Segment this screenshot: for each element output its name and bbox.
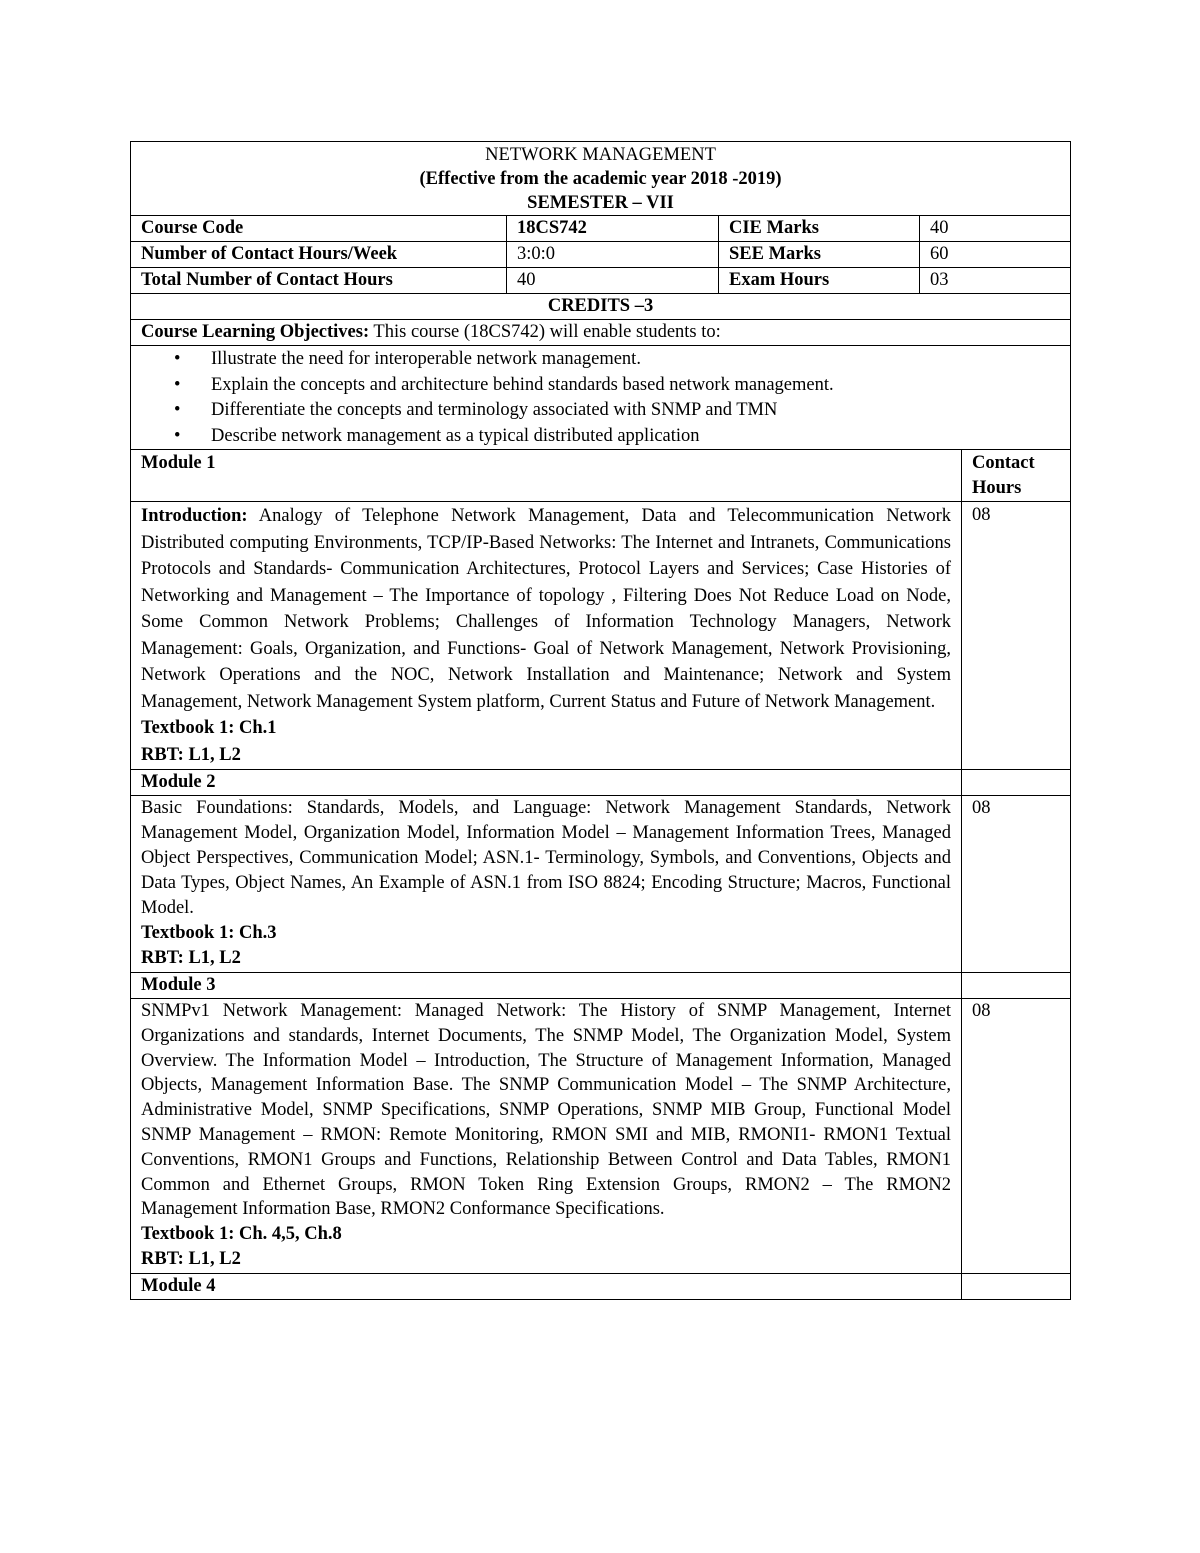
module-hours-header-empty (962, 770, 1071, 796)
module-content-row (131, 502, 1071, 770)
objectives-list-row (131, 346, 1071, 450)
info-value: 3:0:0 (507, 242, 719, 268)
list-item: • Illustrate the need for interoperable network management. (211, 347, 1060, 373)
objectives-label: Course Learning Objectives: (141, 322, 370, 342)
list-item: • Explain the concepts and architecture behind standards based network management. (211, 373, 1060, 399)
module-title: Module 4 (131, 1273, 962, 1299)
syllabus-table (130, 141, 1071, 1300)
info-row (131, 242, 1071, 268)
info-value: 40 (920, 216, 1071, 242)
info-value: 60 (920, 242, 1071, 268)
objectives-list (141, 347, 1060, 449)
contact-hours-header: Contact Hours (962, 450, 1071, 502)
module-content-row (131, 796, 1071, 973)
list-item: • Describe network management as a typical distributed application (211, 424, 1060, 450)
module-textbook: Textbook 1: Ch.1 (141, 718, 277, 738)
module-text: Analogy of Telephone Network Management, Data and Telecommunication Network Distributed computing Environments, TCP/IP-Based Networks: The Internet and Intranets, Communications Protocols and Standards- Communication Architectures, Protocol Layers and Services; Case Histories of Networking and Management – The Importance of topology , Filtering Does Not Reduce Load on Node, Some Common Network Problems; Challenges of Information Technology Managers, Network Management: Goals, Organization, and Functions- Goal of Network Management, Network Provisioning, Network Operations and the NOC, Network Installation and Maintenance; Network and System Management, Network Management System platform, Current Status and Future of Network Management. (141, 506, 951, 712)
effective-year: (Effective from the academic year 2018 -2019) (419, 169, 782, 189)
info-value: 18CS742 (507, 216, 719, 242)
course-title: NETWORK MANAGEMENT (485, 145, 716, 165)
module-header-row (131, 450, 1071, 502)
objectives-list-cell (131, 346, 1071, 450)
module-content (131, 796, 962, 973)
info-label: CIE Marks (719, 216, 920, 242)
module-rbt: RBT: L1, L2 (141, 744, 241, 765)
module-hours: 08 (962, 796, 1071, 973)
credits: CREDITS –3 (131, 294, 1071, 320)
info-label: Number of Contact Hours/Week (131, 242, 507, 268)
module-hours-header-empty (962, 1273, 1071, 1299)
objectives-intro: This course (18CS742) will enable students to: (369, 322, 721, 342)
credits-row (131, 294, 1071, 320)
objectives-row (131, 320, 1071, 346)
module-title: Module 2 (131, 770, 962, 796)
list-item: • Differentiate the concepts and terminology associated with SNMP and TMN (211, 398, 1060, 424)
module-content-row (131, 999, 1071, 1274)
module-textbook: Textbook 1: Ch.3 (141, 923, 277, 943)
info-label: Exam Hours (719, 268, 920, 294)
module-text: Basic Foundations: Standards, Models, and Language: Network Management Standards, Network Management Model, Organization Model, Information Model – Management Information Trees, Managed Object Perspectives, Communication Model; ASN.1- Terminology, Symbols, and Conventions, Objects and Data Types, Object Names, An Example of ASN.1 from ISO 8824; Encoding Structure; Macros, Functional Model. (141, 798, 951, 918)
syllabus-document (130, 141, 1070, 1300)
module-content (131, 502, 962, 770)
info-value: 03 (920, 268, 1071, 294)
info-row (131, 268, 1071, 294)
module-rbt: RBT: L1, L2 (141, 948, 241, 968)
semester: SEMESTER – VII (527, 193, 674, 213)
module-text: SNMPv1 Network Management: Managed Network: The History of SNMP Management, Internet Organizations and standards, Internet Documents, The SNMP Model, The Organization Model, System Overview. The Information Model – Introduction, The Structure of Management Information, Managed Objects, Management Information Base. The SNMP Communication Model – The SNMP Architecture, Administrative Model, SNMP Specifications, SNMP Operations, SNMP MIB Group, Functional Model SNMP Management – RMON: Remote Monitoring, RMON SMI and MIB, RMONI1- RMON1 Textual Conventions, RMON1 Groups and Functions, Relationship Between Control and Data Tables, RMON1 Common and Ethernet Groups, RMON Token Ring Extension Groups, RMON2 – The RMON2 Management Information Base, RMON2 Conformance Specifications. (141, 1001, 951, 1220)
module-hours: 08 (962, 502, 1071, 770)
header-row (131, 142, 1071, 216)
info-label: SEE Marks (719, 242, 920, 268)
info-label: Total Number of Contact Hours (131, 268, 507, 294)
objectives-heading (131, 320, 1071, 346)
module-content (131, 999, 962, 1274)
module-hours: 08 (962, 999, 1071, 1274)
info-row (131, 216, 1071, 242)
info-value: 40 (507, 268, 719, 294)
module-textbook: Textbook 1: Ch. 4,5, Ch.8 (141, 1224, 342, 1245)
module-hours-header-empty (962, 973, 1071, 999)
header-cell (131, 142, 1071, 216)
info-label: Course Code (131, 216, 507, 242)
module-header-row (131, 973, 1071, 999)
module-lead: Introduction: (141, 506, 248, 526)
module-header-row (131, 770, 1071, 796)
module-title: Module 3 (131, 973, 962, 999)
module-header-row (131, 1273, 1071, 1299)
module-rbt: RBT: L1, L2 (141, 1248, 241, 1269)
module-title: Module 1 (131, 450, 962, 502)
